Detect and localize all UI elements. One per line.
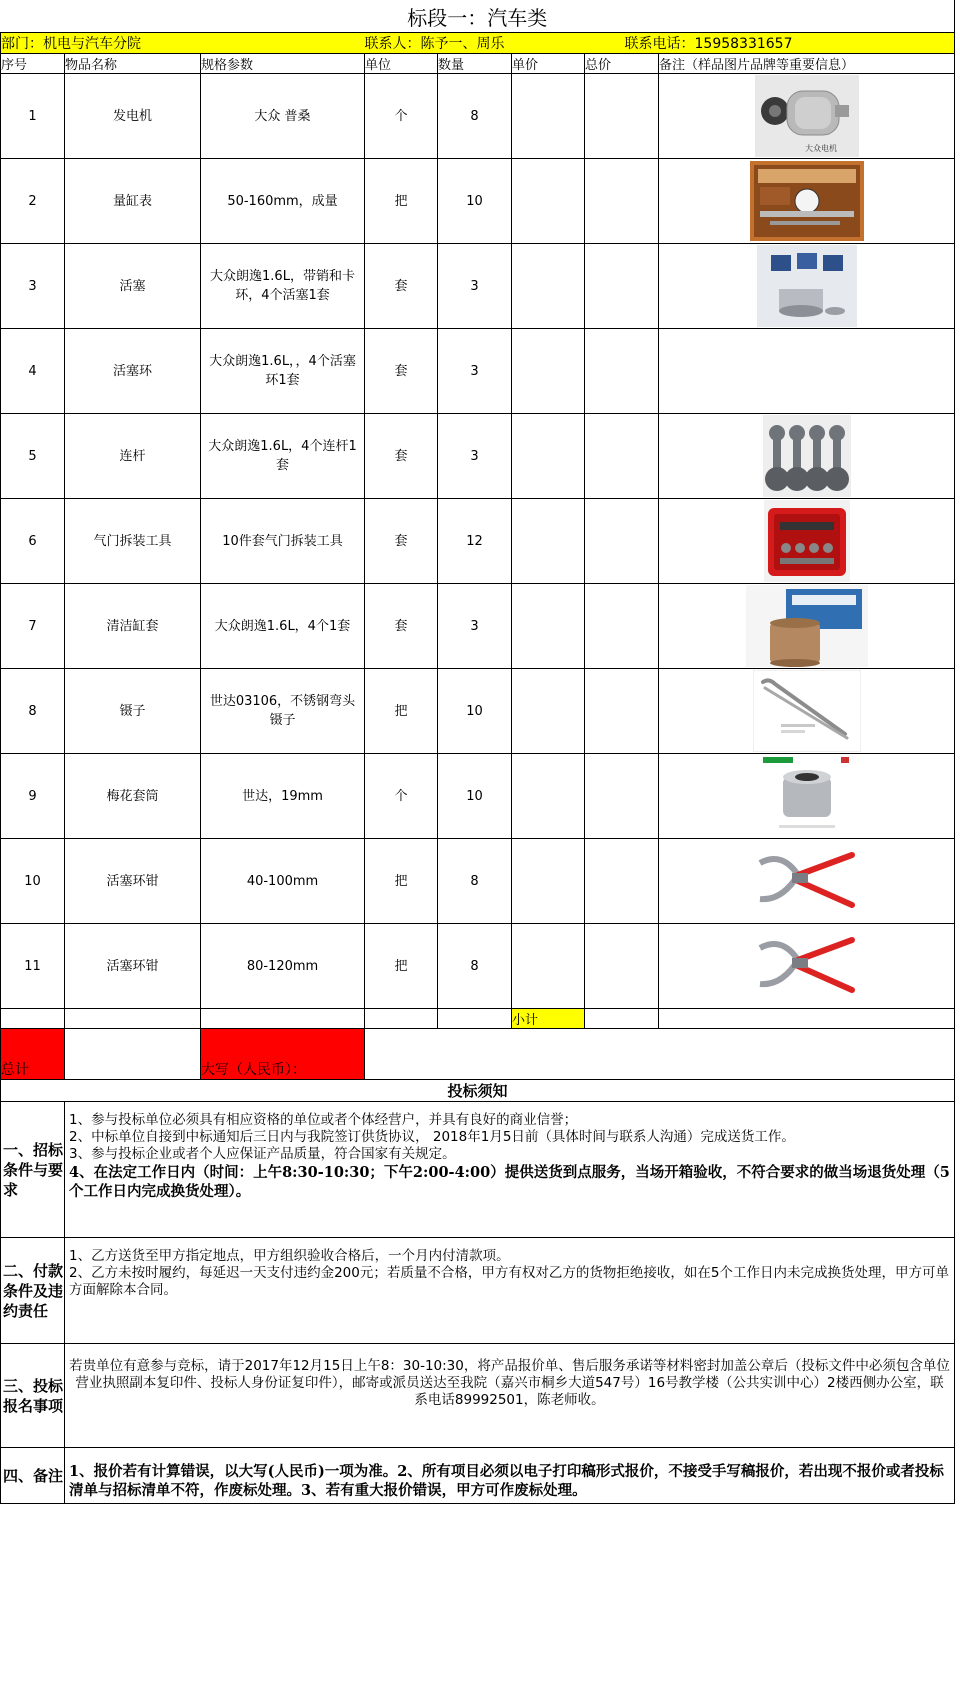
header-total-price: 总价 bbox=[585, 54, 659, 74]
cell-name: 活塞 bbox=[65, 244, 201, 329]
cell-total-price[interactable] bbox=[585, 74, 659, 159]
cell-total-price[interactable] bbox=[585, 159, 659, 244]
piston-photo bbox=[757, 245, 857, 327]
section-body bbox=[65, 1344, 955, 1448]
cell-remark bbox=[659, 329, 955, 414]
cell-unit-price[interactable] bbox=[512, 499, 585, 584]
cell-no: 8 bbox=[1, 669, 65, 754]
phone-label: 联系电话：15958331657 bbox=[585, 33, 955, 54]
cell-name: 连杆 bbox=[65, 414, 201, 499]
header-unit-price: 单价 bbox=[512, 54, 585, 74]
cell-unit: 个 bbox=[365, 754, 438, 839]
ring-plier-photo bbox=[752, 845, 862, 917]
cell-unit: 套 bbox=[365, 584, 438, 669]
cell-unit-price[interactable] bbox=[512, 414, 585, 499]
cell-no: 1 bbox=[1, 74, 65, 159]
cell-qty: 10 bbox=[438, 754, 512, 839]
cell-name: 发电机 bbox=[65, 74, 201, 159]
cell-remark bbox=[659, 74, 955, 159]
cell-remark bbox=[659, 244, 955, 329]
socket-photo bbox=[759, 755, 855, 837]
cell-name: 气门拆装工具 bbox=[65, 499, 201, 584]
cell-unit-price[interactable] bbox=[512, 754, 585, 839]
cell-total-price[interactable] bbox=[585, 584, 659, 669]
cell-spec: 大众朗逸1.6L，4个连杆1套 bbox=[201, 414, 365, 499]
cell-no: 3 bbox=[1, 244, 65, 329]
subtotal-label: 小计 bbox=[512, 1009, 585, 1029]
subtotal-blank bbox=[365, 1009, 438, 1029]
cell-unit: 把 bbox=[365, 839, 438, 924]
table-row bbox=[1, 499, 955, 584]
capital-label: 大写（人民币）： bbox=[201, 1029, 365, 1080]
subtotal-blank bbox=[438, 1009, 512, 1029]
cell-no: 9 bbox=[1, 754, 65, 839]
cell-remark bbox=[659, 584, 955, 669]
cell-qty: 12 bbox=[438, 499, 512, 584]
cell-name: 清洁缸套 bbox=[65, 584, 201, 669]
cell-remark bbox=[659, 414, 955, 499]
section-line: 1、乙方送货至甲方指定地点，甲方组织验收合格后，一个月内付清款项。 bbox=[69, 1248, 510, 1264]
cell-spec: 大众朗逸1.6L，4个1套 bbox=[201, 584, 365, 669]
alternator-photo bbox=[755, 75, 859, 157]
cell-unit-price[interactable] bbox=[512, 159, 585, 244]
cell-unit-price[interactable] bbox=[512, 74, 585, 159]
section-label: 三、投标报名事项 bbox=[1, 1344, 65, 1448]
cell-unit-price[interactable] bbox=[512, 839, 585, 924]
header-no: 序号 bbox=[1, 54, 65, 74]
cell-qty: 3 bbox=[438, 414, 512, 499]
table-row bbox=[1, 414, 955, 499]
cell-unit: 把 bbox=[365, 159, 438, 244]
section-line: 2、中标单位自接到中标通知后三日内与我院签订供货协议， 2018年1月5日前（具体时间与联系人沟通）完成送货工作。 bbox=[69, 1129, 795, 1145]
table-row bbox=[1, 754, 955, 839]
connecting-rod-photo bbox=[763, 415, 851, 497]
total-value[interactable] bbox=[65, 1029, 201, 1080]
cell-total-price[interactable] bbox=[585, 414, 659, 499]
section-line: 2、乙方未按时履约，每延迟一天支付违约金200元；若质量不合格，甲方有权对乙方的货物拒绝接收，如在5个工作日内未完成换货处理，甲方可单方面解除本合同。 bbox=[69, 1265, 949, 1298]
cell-unit-price[interactable] bbox=[512, 329, 585, 414]
header-name: 物品名称 bbox=[65, 54, 201, 74]
cell-no: 6 bbox=[1, 499, 65, 584]
cell-spec: 世达，19mm bbox=[201, 754, 365, 839]
header-remark: 备注（样品图片品牌等重要信息） bbox=[659, 54, 955, 74]
cell-spec: 50-160mm，成量 bbox=[201, 159, 365, 244]
subtotal-blank bbox=[659, 1009, 955, 1029]
cell-total-price[interactable] bbox=[585, 244, 659, 329]
section-label: 四、备注 bbox=[1, 1448, 65, 1504]
table-row bbox=[1, 924, 955, 1009]
cell-name: 梅花套筒 bbox=[65, 754, 201, 839]
cell-remark bbox=[659, 669, 955, 754]
section-line-bold: 1、报价若有计算错误，以大写(人民币)一项为准。2、所有项目必须以电子打印稿形式报价，不接受手写稿报价，若出现不报价或者投标清单与招标清单不符，作废标处理。3、若有重大报价错误，甲方可作废标处理。 bbox=[69, 1463, 944, 1499]
cell-no: 2 bbox=[1, 159, 65, 244]
table-row bbox=[1, 244, 955, 329]
cell-unit: 套 bbox=[365, 499, 438, 584]
cell-total-price[interactable] bbox=[585, 839, 659, 924]
header-spec: 规格参数 bbox=[201, 54, 365, 74]
table-row bbox=[1, 839, 955, 924]
cell-name: 活塞环钳 bbox=[65, 924, 201, 1009]
cell-qty: 3 bbox=[438, 244, 512, 329]
cell-unit-price[interactable] bbox=[512, 924, 585, 1009]
table-row bbox=[1, 159, 955, 244]
section-line: 1、参与投标单位必须具有相应资格的单位或者个体经营户，并具有良好的商业信誉； bbox=[69, 1112, 578, 1128]
cell-no: 11 bbox=[1, 924, 65, 1009]
section-1 bbox=[1, 1102, 955, 1238]
section-label: 一、招标条件与要求 bbox=[1, 1102, 65, 1238]
cell-total-price[interactable] bbox=[585, 499, 659, 584]
cell-no: 7 bbox=[1, 584, 65, 669]
cell-unit: 套 bbox=[365, 329, 438, 414]
alternator-caption: 大众电机 bbox=[804, 144, 837, 153]
header-qty: 数量 bbox=[438, 54, 512, 74]
cell-total-price[interactable] bbox=[585, 669, 659, 754]
cell-remark bbox=[659, 839, 955, 924]
table-row bbox=[1, 329, 955, 414]
notes-title: 投标须知 bbox=[1, 1080, 955, 1102]
tweezers-photo bbox=[753, 670, 861, 752]
cell-unit-price[interactable] bbox=[512, 669, 585, 754]
section-line: 3、参与投标企业或者个人应保证产品质量，符合国家有关规定。 bbox=[69, 1146, 456, 1162]
cell-spec: 大众 普桑 bbox=[201, 74, 365, 159]
section-2 bbox=[1, 1238, 955, 1344]
cell-unit: 套 bbox=[365, 244, 438, 329]
capital-value[interactable] bbox=[365, 1029, 955, 1080]
valve-tool-kit-photo bbox=[764, 500, 850, 582]
cylinder-gauge-case-photo bbox=[750, 161, 864, 241]
cell-qty: 3 bbox=[438, 584, 512, 669]
section-4 bbox=[1, 1448, 955, 1504]
table-row bbox=[1, 669, 955, 754]
department-label: 部门：机电与汽车分院 bbox=[1, 33, 365, 54]
cell-qty: 3 bbox=[438, 329, 512, 414]
section-body bbox=[65, 1448, 955, 1504]
subtotal-blank bbox=[1, 1009, 65, 1029]
cell-name: 量缸表 bbox=[65, 159, 201, 244]
cell-spec: 大众朗逸1.6L，，4个活塞环1套 bbox=[201, 329, 365, 414]
section-body bbox=[65, 1238, 955, 1344]
cell-name: 活塞环钳 bbox=[65, 839, 201, 924]
cell-remark bbox=[659, 159, 955, 244]
cell-no: 5 bbox=[1, 414, 65, 499]
cell-spec: 10件套气门拆装工具 bbox=[201, 499, 365, 584]
section-line-bold: 4、在法定工作日内（时间：上午8:30-10:30；下午2:00-4:00）提供送货到点服务，当场开箱验收，不符合要求的做当场退货处理（5个工作日内完成换货处理）。 bbox=[69, 1164, 950, 1200]
section-body bbox=[65, 1102, 955, 1238]
table-row bbox=[1, 584, 955, 669]
cell-unit: 把 bbox=[365, 669, 438, 754]
cell-spec: 80-120mm bbox=[201, 924, 365, 1009]
ring-plier-photo bbox=[752, 930, 862, 1002]
cell-qty: 8 bbox=[438, 839, 512, 924]
cell-no: 4 bbox=[1, 329, 65, 414]
cell-remark bbox=[659, 754, 955, 839]
cell-qty: 8 bbox=[438, 924, 512, 1009]
section-label: 二、付款条件及违约责任 bbox=[1, 1238, 65, 1344]
subtotal-blank bbox=[65, 1009, 201, 1029]
cell-unit-price[interactable] bbox=[512, 584, 585, 669]
cell-qty: 10 bbox=[438, 669, 512, 754]
cylinder-liner-photo bbox=[746, 585, 868, 667]
cell-unit: 个 bbox=[365, 74, 438, 159]
cell-name: 活塞环 bbox=[65, 329, 201, 414]
contact-label: 联系人：陈予一、周乐 bbox=[365, 33, 585, 54]
cell-unit: 把 bbox=[365, 924, 438, 1009]
section-3 bbox=[1, 1344, 955, 1448]
cell-total-price[interactable] bbox=[585, 754, 659, 839]
cell-spec: 40-100mm bbox=[201, 839, 365, 924]
cell-qty: 8 bbox=[438, 74, 512, 159]
page-title: 标段一：汽车类 bbox=[1, 0, 955, 33]
cell-total-price[interactable] bbox=[585, 329, 659, 414]
cell-unit-price[interactable] bbox=[512, 244, 585, 329]
subtotal-blank bbox=[201, 1009, 365, 1029]
cell-remark bbox=[659, 924, 955, 1009]
cell-spec: 大众朗逸1.6L，带销和卡环，4个活塞1套 bbox=[201, 244, 365, 329]
cell-total-price[interactable] bbox=[585, 924, 659, 1009]
cell-name: 镊子 bbox=[65, 669, 201, 754]
section-line: 若贵单位有意参与竞标，请于2017年12月15日上午8：30-10:30，将产品报价单、售后服务承诺等材料密封加盖公章后（投标文件中必须包含单位营业执照副本复印件、投标人身份证复印件），邮寄或派员送达至我院（嘉兴市桐乡大道547号）16号教学楼（公共实训中心）2楼西侧办公室，联系电话89992501，陈老师收。 bbox=[69, 1358, 950, 1408]
total-label: 总计 bbox=[1, 1029, 65, 1080]
header-unit: 单位 bbox=[365, 54, 438, 74]
cell-no: 10 bbox=[1, 839, 65, 924]
subtotal-value[interactable] bbox=[585, 1009, 659, 1029]
cell-unit: 套 bbox=[365, 414, 438, 499]
cell-qty: 10 bbox=[438, 159, 512, 244]
table-row bbox=[1, 74, 955, 159]
cell-remark bbox=[659, 499, 955, 584]
cell-spec: 世达03106，不锈钢弯头镊子 bbox=[201, 669, 365, 754]
